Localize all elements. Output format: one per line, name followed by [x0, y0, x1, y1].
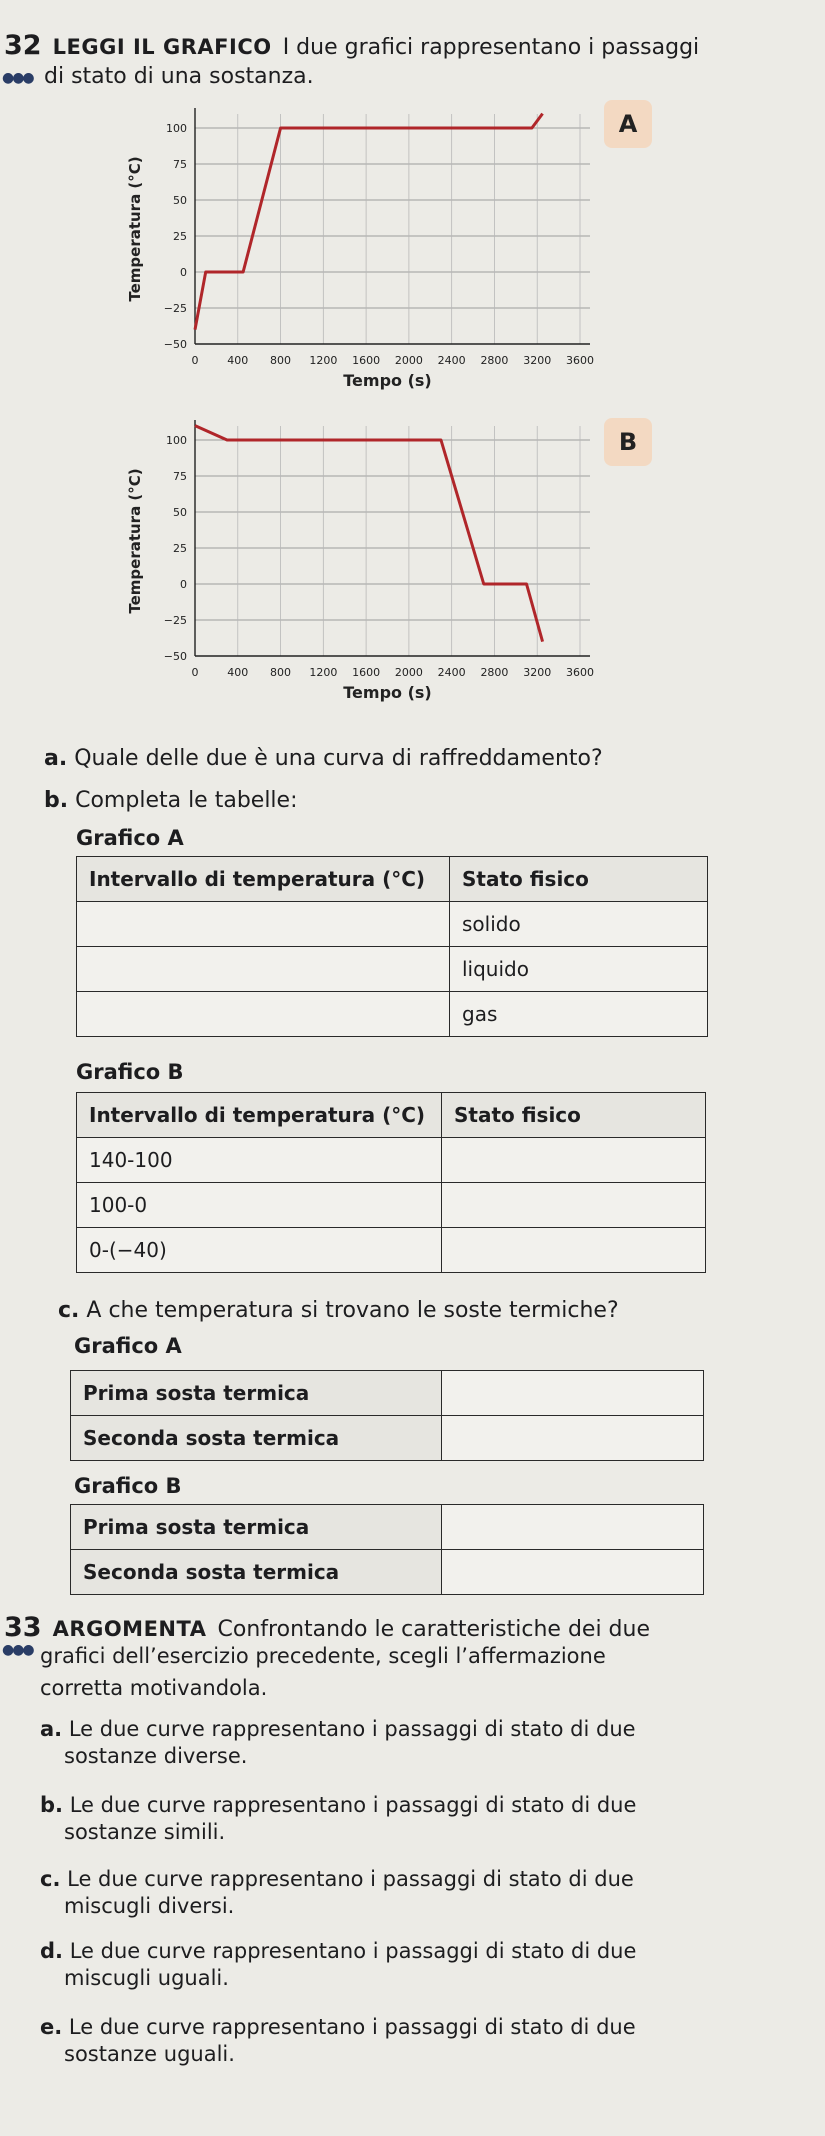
state-cell: gas: [450, 992, 708, 1037]
x-tick-label: 1200: [309, 666, 338, 679]
data-line-B: [195, 426, 543, 642]
answer-cell[interactable]: [77, 992, 450, 1037]
chart-a-svg: [110, 100, 670, 410]
option-letter: c.: [40, 1867, 61, 1891]
option-text-cont: miscugli diversi.: [64, 1894, 235, 1918]
chart-b-badge: B: [604, 418, 652, 466]
row-label-seconda: Seconda sosta termica: [71, 1550, 442, 1595]
x-tick-label: 2000: [394, 666, 423, 679]
option-text-cont: miscugli uguali.: [64, 1966, 229, 1990]
question-text: Quale delle due è una curva di raffreddamento?: [74, 746, 603, 771]
x-tick-label: 1600: [352, 354, 381, 367]
x-axis-label: Tempo (s): [343, 371, 432, 390]
exercise-keyword: LEGGI IL GRAFICO: [52, 35, 272, 59]
table-b: [76, 1092, 706, 1273]
y-tick-label: 25: [173, 230, 187, 243]
x-tick-label: 400: [227, 666, 249, 679]
option-d: [40, 1938, 636, 1992]
option-letter: d.: [40, 1939, 64, 1963]
exercise-text-line2: grafici dell’esercizio precedente, scegli l’affermazione: [40, 1644, 606, 1668]
y-tick-label: 75: [173, 158, 187, 171]
y-tick-label: 50: [173, 194, 187, 207]
table-a-title: Grafico A: [76, 826, 184, 850]
x-tick-label: 1600: [352, 666, 381, 679]
option-text: Le due curve rappresentano i passaggi di stato di due: [68, 1717, 636, 1741]
option-e: [40, 2014, 636, 2068]
x-tick-label: 800: [270, 354, 292, 367]
column-header-interval: Intervallo di temperatura (°C): [77, 1093, 442, 1138]
y-tick-label: 75: [173, 470, 187, 483]
question-text: A che temperatura si trovano le soste termiche?: [86, 1298, 619, 1323]
answer-cell[interactable]: [442, 1138, 706, 1183]
row-label-prima: Prima sosta termica: [71, 1505, 442, 1550]
x-tick-label: 400: [227, 354, 249, 367]
option-letter: e.: [40, 2015, 63, 2039]
exercise-33-header: [4, 1612, 650, 1643]
option-text: Le due curve rappresentano i passaggi di stato di due: [67, 1867, 634, 1891]
x-tick-label: 3600: [566, 666, 594, 679]
exercise-text: I due grafici rappresentano i passaggi: [282, 35, 700, 60]
y-tick-label: −50: [163, 650, 187, 663]
answer-cell[interactable]: [442, 1505, 704, 1550]
y-tick-label: 100: [166, 434, 187, 447]
option-text: Le due curve rappresentano i passaggi di stato di due: [69, 1939, 637, 1963]
y-axis-label: Temperatura (°C): [126, 468, 144, 614]
x-tick-label: 2800: [480, 666, 509, 679]
y-tick-label: 50: [173, 506, 187, 519]
x-tick-label: 3200: [523, 666, 552, 679]
chart-b: [110, 412, 670, 732]
column-header-interval: Intervallo di temperatura (°C): [77, 857, 450, 902]
option-text: Le due curve rappresentano i passaggi di stato di due: [68, 2015, 636, 2039]
question-text: Completa le tabelle:: [75, 788, 298, 813]
difficulty-dots-icon: ●●●: [2, 1642, 33, 1658]
x-tick-label: 3600: [566, 354, 594, 367]
row-label-seconda: Seconda sosta termica: [71, 1416, 442, 1461]
y-tick-label: −25: [163, 302, 187, 315]
x-tick-label: 2800: [480, 354, 509, 367]
chart-a-badge: A: [604, 100, 652, 148]
column-header-state: Stato fisico: [450, 857, 708, 902]
x-axis-label: Tempo (s): [343, 683, 432, 702]
question-letter: c.: [58, 1298, 80, 1323]
y-tick-label: −25: [163, 614, 187, 627]
exercise-text-line3: corretta motivandola.: [40, 1676, 268, 1700]
option-letter: b.: [40, 1793, 64, 1817]
answer-cell[interactable]: [442, 1550, 704, 1595]
question-a: [44, 746, 603, 771]
x-tick-label: 0: [191, 354, 199, 367]
option-letter: a.: [40, 1717, 63, 1741]
x-tick-label: 2000: [394, 354, 423, 367]
column-header-state: Stato fisico: [442, 1093, 706, 1138]
option-a: [40, 1716, 636, 1770]
x-tick-label: 3200: [523, 354, 552, 367]
row-label-prima: Prima sosta termica: [71, 1371, 442, 1416]
exercise-32-header: [4, 30, 699, 61]
y-axis-label: Temperatura (°C): [126, 156, 144, 302]
difficulty-dots-icon: ●●●: [2, 70, 33, 86]
exercise-number: 33: [4, 1612, 42, 1643]
question-c: [58, 1298, 619, 1323]
state-cell: liquido: [450, 947, 708, 992]
option-text: Le due curve rappresentano i passaggi di stato di due: [69, 1793, 637, 1817]
interval-cell: 0-(−40): [77, 1228, 442, 1273]
answer-cell[interactable]: [77, 947, 450, 992]
option-text-cont: sostanze simili.: [64, 1820, 226, 1844]
chart-b-svg: [110, 412, 670, 732]
data-line-A: [195, 114, 543, 330]
x-tick-label: 2400: [437, 354, 466, 367]
option-text-cont: sostanze uguali.: [64, 2042, 235, 2066]
y-tick-label: 25: [173, 542, 187, 555]
answer-cell[interactable]: [77, 902, 450, 947]
question-letter: b.: [44, 788, 69, 813]
soste-b-title: Grafico B: [74, 1474, 182, 1498]
y-tick-label: 100: [166, 122, 187, 135]
option-text-cont: sostanze diverse.: [64, 1744, 248, 1768]
interval-cell: 140-100: [77, 1138, 442, 1183]
option-c: [40, 1866, 634, 1920]
exercise-keyword: ARGOMENTA: [52, 1617, 207, 1641]
option-b: [40, 1792, 636, 1846]
answer-cell[interactable]: [442, 1228, 706, 1273]
table-b-title: Grafico B: [76, 1060, 184, 1084]
x-tick-label: 2400: [437, 666, 466, 679]
answer-cell[interactable]: [442, 1416, 704, 1461]
x-tick-label: 1200: [309, 354, 338, 367]
y-tick-label: 0: [180, 578, 187, 591]
table-soste-b: [70, 1504, 704, 1595]
exercise-number: 32: [4, 30, 42, 61]
answer-cell[interactable]: [442, 1371, 704, 1416]
table-soste-a: [70, 1370, 704, 1461]
answer-cell[interactable]: [442, 1183, 706, 1228]
table-a: [76, 856, 708, 1037]
question-b: [44, 788, 298, 813]
chart-a: [110, 100, 670, 410]
question-letter: a.: [44, 746, 68, 771]
exercise-text-line2: di stato di una sostanza.: [44, 64, 314, 89]
state-cell: solido: [450, 902, 708, 947]
y-tick-label: −50: [163, 338, 187, 351]
x-tick-label: 0: [191, 666, 199, 679]
interval-cell: 100-0: [77, 1183, 442, 1228]
soste-a-title: Grafico A: [74, 1334, 182, 1358]
x-tick-label: 800: [270, 666, 292, 679]
y-tick-label: 0: [180, 266, 187, 279]
exercise-text: Confrontando le caratteristiche dei due: [217, 1617, 650, 1642]
